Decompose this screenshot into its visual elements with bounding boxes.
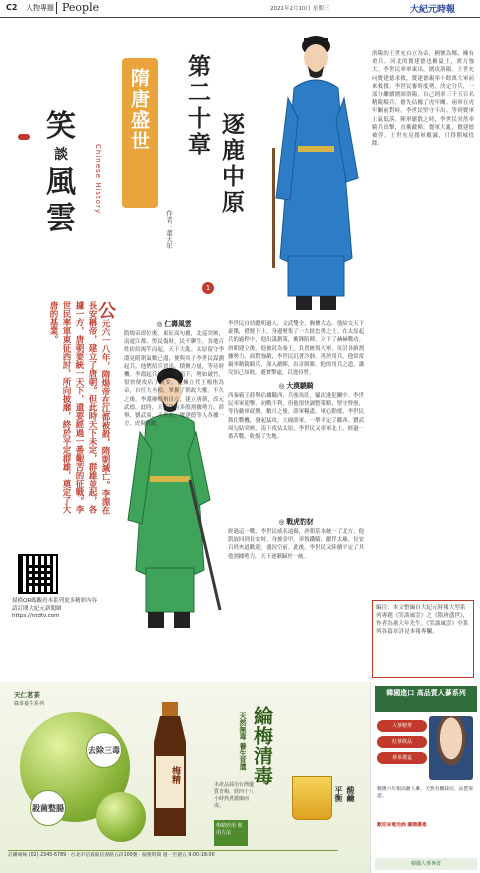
ad-brand: 天仁茗茶 (14, 691, 40, 699)
intro-text (10, 279, 116, 519)
ad-description: 本產品採用台灣優質青梅，經四十八小時熬煮濃縮而成。 (214, 782, 255, 809)
header-divider (56, 2, 57, 14)
editor-note-box (372, 600, 474, 678)
page-number: C2 (6, 3, 18, 12)
qr-caption: 掃描QR碼觀看本系列更多精彩內容 請訂閱大紀元新聞網 https://ntdtv.com (12, 598, 98, 619)
usage-box: 梅精妙用 飲用方法 (214, 820, 248, 846)
intro-block (10, 279, 116, 519)
ad-claim-a: 平衡 (334, 786, 343, 802)
body-column-2: 李世民自幼聰明過人，文武雙全，胸懷大志。他結交天下豪傑，禮賢下士，身邊聚集了一大批忠勇之士。在太原起兵的過程中，他出謀劃策，衝鋒陷陣，立下了赫赫戰功。唐朝建立後，他被封為秦王，負責統領大軍，征討各路割據勢力。面對強敵，李世民沉著冷靜，善於用兵。他常常親率精銳騎兵，深入敵陣，出奇制勝。他的用兵之道，講究知己知彼，避實擊虛，以逸待勞。 (228, 321, 364, 377)
ginseng-product-2[interactable]: 紅蔘飲品 (377, 736, 427, 748)
newspaper-logo: 大紀元時報 (410, 5, 456, 15)
series-char-4: 雲 (46, 201, 76, 236)
subheading-3: ◎ 戰虎豹豺 (228, 516, 364, 526)
subheading-2: ◎ 大漠驍騎 (228, 380, 364, 390)
publication-date: 2021年2月10日 星期三 (270, 6, 330, 12)
ginseng-footer: 韓國人蔘專賣 (375, 858, 477, 870)
ad-benefit-2: 殺菌整腸 (30, 790, 66, 826)
ad-benefit-1: 去除三毒 (86, 732, 122, 768)
section-label: People (62, 1, 100, 14)
ad-claim-b: 酸鹼 (346, 786, 355, 802)
body-column-1: 隋煬帝即位後，東征高句麗，北巡突厥，南遊江都，勞民傷財，民不聊生。各地百姓紛紛揭竿而起，天下大亂。太原留守李淵見隋朝氣數已盡，便與其子李世民謀劃起兵。他們招兵買馬，積聚力量，等待時機。李淵起兵後，一路南下，勢如破竹，很快便攻佔了長安。他擁立代王楊侑為帝，自任大丞相，掌握了朝政大權。不久之後，李淵廢楊侑自立，建立唐朝，改元武德。此時，天下仍有多股割據勢力，薛舉、劉武周、王世充、竇建德等人各據一方，虎視眈眈。 (124, 331, 224, 428)
series-char-3: 風 (46, 165, 76, 200)
decorative-dot (18, 134, 30, 140)
plum-fruit-small (96, 792, 146, 842)
spokesperson-photo (429, 716, 473, 780)
byline: 作者：董大年 (165, 210, 173, 249)
ginseng-product-3[interactable]: 蔘茶禮盒 (377, 752, 427, 764)
series-english-title: Chinese History (94, 144, 102, 215)
section-name: 人物專題 (26, 4, 54, 12)
ad-contact-footer[interactable]: 訂購專線 (02) 2345-6789 · 台北市信義區信義路五段100號 · 服務時間 週一至週五 9:00-18:00 (8, 850, 338, 868)
bottle-label: 梅精 (170, 766, 180, 784)
body-column-3: 西秦霸王薛舉佔據隴西，兵強馬壯，屢次進犯關中。李世民率軍迎擊，初戰不利，但他很快調整策略，堅守營壘，等待敵軍疲憊。數月之後，薛軍糧盡，軍心動搖，李世民抓住戰機，發起猛攻，大破薛軍，一舉平定了隴西。劉武周勾結突厥，南下攻佔太原，李世民又率軍北上，經過一番苦戰，收復了失地。 (228, 393, 364, 441)
ad-subheading: 天然無毒 養生首選 (239, 712, 247, 771)
part-number: 1 (202, 282, 214, 294)
left-column (4, 24, 116, 664)
ginseng-banner: 韓國進口 高品質人蔘系列 (375, 686, 477, 712)
body-column-4: 洛陽的王世充自立為帝，國號為鄭，擁有重兵。河北的竇建德也稱夏王，實力強大。李世民率軍東出，圍攻洛陽。王世充向竇建德求救，竇建德親率十餘萬大軍前來救援。李世民審時度勢，決定分兵，一部分繼續圍困洛陽，自己則率三千五百名精銳騎兵，搶先佔據了虎牢關。兩軍在虎牢關前對峙，李世民堅守不出。等到竇軍士氣低落、陣形鬆散之時，李世民突然率騎兵出擊，直衝敵陣，竇軍大亂，竇建德被俘。王世充見援軍覆滅，只得開城投降。 (372, 51, 474, 148)
series-char-1: 笑 (46, 109, 76, 144)
ginseng-text-1: 精選六年根高麗人蔘，天然有機栽培，品質保證。 (377, 787, 473, 799)
juice-cup (292, 776, 332, 820)
advertisement[interactable] (0, 682, 480, 873)
ginseng-text-2: 歡迎來電洽詢 團購優惠 (377, 823, 427, 828)
series-char-2: 談 (54, 147, 68, 163)
editor-note-text: 編注：本文整編自大紀元時報大型系列專題《笑談風雲》之《隋唐盛世》，作者為董大年先生。《笑談風雲》全系列各篇章詳見本報專欄。 (376, 605, 469, 635)
chapter-title: 逐鹿中原 (218, 112, 245, 216)
intro-drop-cap: 公 (95, 301, 116, 319)
figure-blue-official (268, 28, 364, 318)
page-header (0, 0, 480, 18)
subheading-1: ◎ 仁壽風雲 (124, 318, 224, 328)
intro-body: 元六一八年，隋煬帝在江都被殺，隋朝滅亡。李淵在長安稱帝，建立了唐朝。但此時天下未定，群雄並起，各據一方，唐朝要統一天下，還要經過一番艱苦的征戰。李世民率軍東征西討，所向披靡，終於平定群雄，奠定了大唐的基業。 (48, 301, 110, 515)
qr-code[interactable] (18, 554, 58, 594)
ad-headline: 綸梅清毒 (251, 706, 273, 786)
series-title-art (34, 109, 88, 237)
ginseng-ad[interactable] (370, 682, 480, 873)
series-badge-text: 隋唐盛世 (128, 68, 150, 152)
chapter-number-title: 第二十章 (184, 54, 211, 158)
body-column-5: 經過這一戰，李世民威名遠揚，唐朝基本統一了北方。他凱旋回到長安時，身披金甲，率領鐵騎，獻俘太廟，長安百姓夾道歡迎，盛況空前。此後，李世民又陸續平定了其他割據勢力，天下逐漸歸於一統。 (228, 529, 364, 560)
ginseng-product-1[interactable]: 人蔘精華 (377, 720, 427, 732)
ad-brand-sub: 綠茶養生系列 (14, 701, 45, 707)
